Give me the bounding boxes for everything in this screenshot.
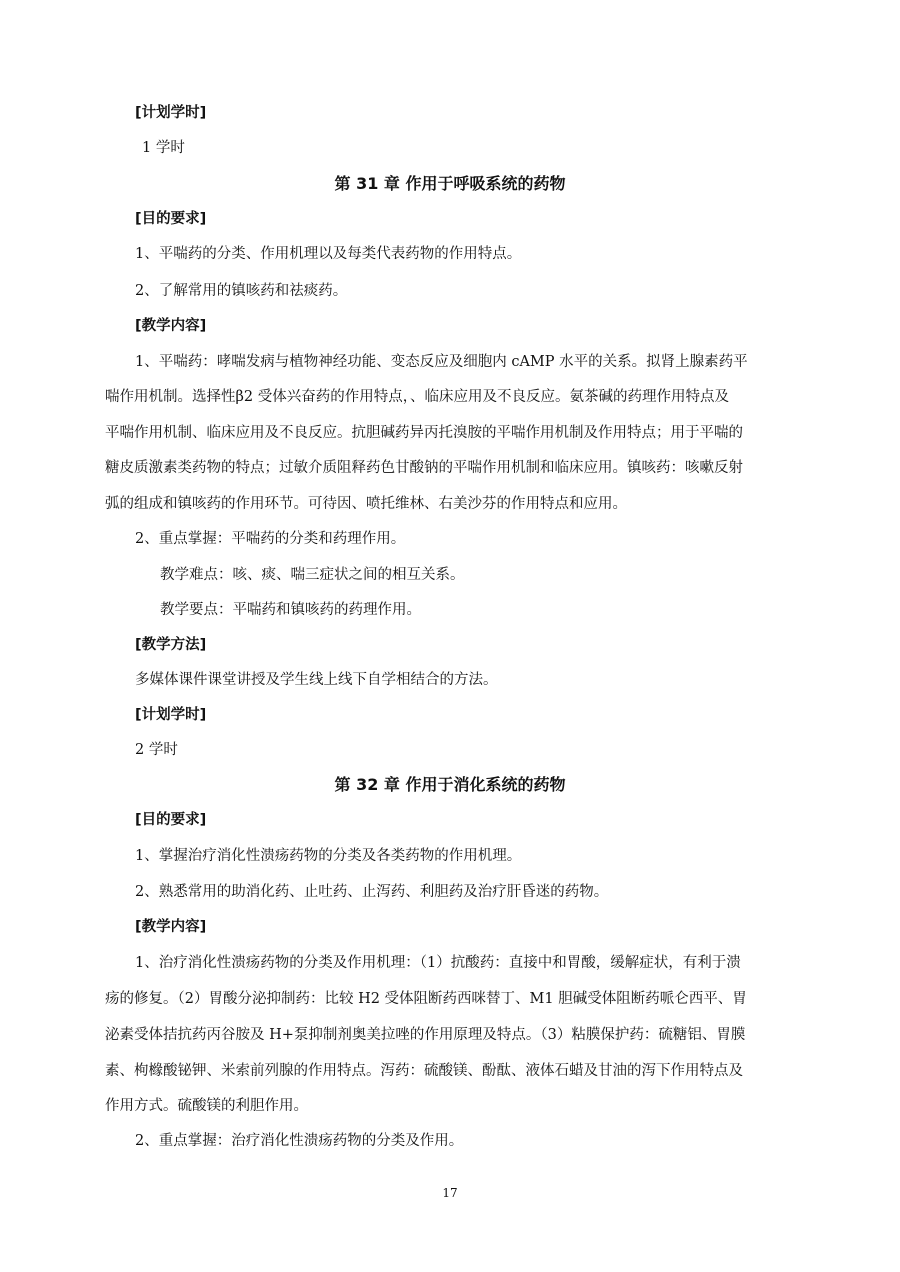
content-heading: [教学内容] — [135, 919, 207, 935]
chapter-31-title: 第 31 章 作用于呼吸系统的药物 — [334, 174, 566, 193]
content-line: 素、枸橼酸铋钾、米索前列腺的作用特点。泻药：硫酸镁、酚酞、液体石蜡及甘油的泻下作用特点及 — [105, 1063, 743, 1079]
plan-hours-heading: [计划学时] — [135, 707, 207, 723]
content-line: 1、平喘药：哮喘发病与植物神经功能、变态反应及细胞内 cAMP 水平的关系。拟肾上腺素药平 — [135, 354, 748, 370]
content-line: 弧的组成和镇咳药的作用环节。可待因、喷托维林、右美沙芬的作用特点和应用。 — [105, 496, 627, 512]
goal-heading: [目的要求] — [135, 812, 207, 828]
plan-hours-value: 2 学时 — [135, 742, 178, 758]
method-text: 多媒体课件课堂讲授及学生线上线下自学相结合的方法。 — [135, 672, 498, 688]
chapter-32-title: 第 32 章 作用于消化系统的药物 — [334, 775, 566, 794]
content-heading: [教学内容] — [135, 318, 207, 334]
goal-heading: [目的要求] — [135, 211, 207, 227]
content-line: 疡的修复。（2）胃酸分泌抑制药：比较 H2 受体阻断药西咪替丁、M1 胆碱受体阻断药哌仑西平、胃 — [105, 991, 747, 1007]
teaching-essentials: 教学要点：平喘药和镇咳药的药理作用。 — [160, 602, 421, 618]
content-line: 喘作用机制。选择性β2 受体兴奋药的作用特点，、临床应用及不良反应。氨茶碱的药理作用特点及 — [105, 389, 729, 405]
content-line: 1、治疗消化性溃疡药物的分类及作用机理：（1）抗酸药：直接中和胃酸，缓解症状，有利于溃 — [135, 955, 741, 971]
goal-item: 2、了解常用的镇咳药和祛痰药。 — [135, 283, 348, 299]
goal-item: 2、熟悉常用的助消化药、止吐药、止泻药、利胆药及治疗肝昏迷的药物。 — [135, 884, 609, 900]
content-line: 平喘作用机制、临床应用及不良反应。抗胆碱药异丙托溴胺的平喘作用机制及作用特点；用于平喘的 — [105, 425, 743, 441]
content-line: 泌素受体拮抗药丙谷胺及 H+泵抑制剂奥美拉唑的作用原理及特点。（3）粘膜保护药：硫糖铝、胃膜 — [105, 1027, 746, 1043]
plan-hours-heading: [计划学时] — [135, 105, 207, 121]
content-line: 糖皮质激素类药物的特点；过敏介质阻释药色甘酸钠的平喘作用机制和临床应用。镇咳药：咳嗽反射 — [105, 460, 743, 476]
plan-hours-value: 1 学时 — [142, 140, 185, 156]
goal-item: 1、掌握治疗消化性溃疡药物的分类及各类药物的作用机理。 — [135, 848, 522, 864]
teaching-difficulty: 教学难点：咳、痰、喘三症状之间的相互关系。 — [160, 567, 465, 583]
method-heading: [教学方法] — [135, 637, 207, 653]
page-number: 17 — [442, 1186, 458, 1200]
key-point: 2、重点掌握：平喘药的分类和药理作用。 — [135, 531, 406, 547]
key-point: 2、重点掌握：治疗消化性溃疡药物的分类及作用。 — [135, 1133, 464, 1149]
content-line: 作用方式。硫酸镁的利胆作用。 — [105, 1098, 308, 1114]
goal-item: 1、平喘药的分类、作用机理以及每类代表药物的作用特点。 — [135, 246, 522, 262]
